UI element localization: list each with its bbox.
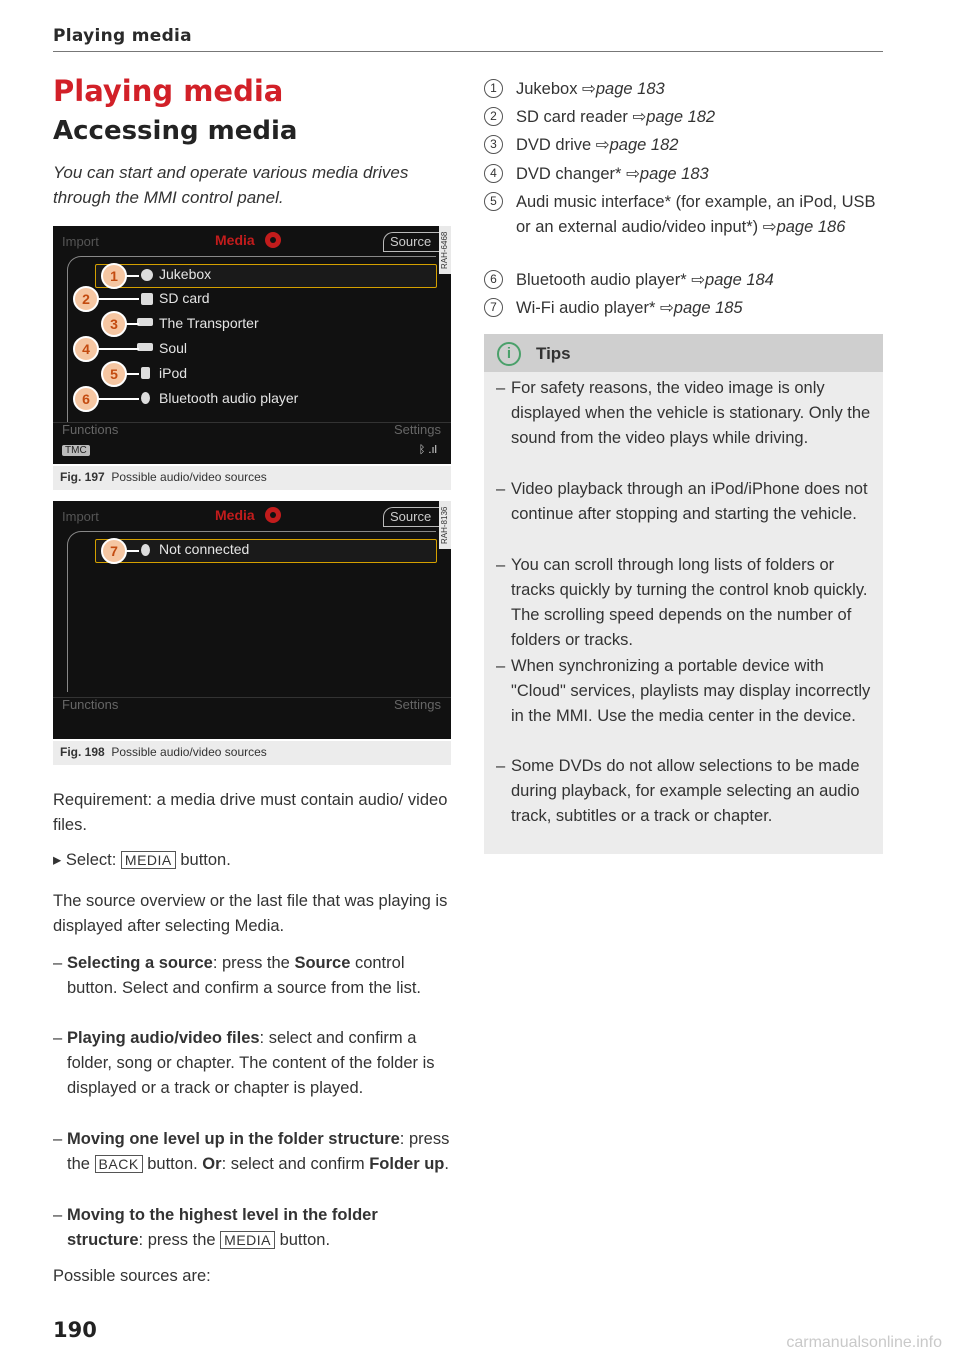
callout-4: 4	[73, 336, 99, 362]
figure-text: Possible audio/video sources	[111, 745, 267, 759]
import-label: Import	[62, 509, 99, 524]
callout-3: 3	[101, 311, 127, 337]
source-list-item: 6 Bluetooth audio player* ⇨page 184	[484, 268, 884, 296]
tip-item: – Some DVDs do not allow selections to be made during playback, for example selecting an audio track, subtitles or a track or chapter.	[496, 757, 860, 825]
requirement-text: Requirement: a media drive must contain audio/ video files.	[53, 791, 448, 834]
possible-sources-text: Possible sources are:	[53, 1267, 211, 1285]
media-key: MEDIA	[220, 1231, 275, 1249]
header-rule	[53, 51, 883, 52]
tip-item: – When synchronizing a portable device with "Cloud" services, playlists may display incorrectly in the MMI. Use the media center in the device.	[496, 657, 871, 725]
step-item: – Playing audio/video files: select and confirm a folder, song or chapter. The content of the folder is displayed or a track or chapter is played.	[53, 1029, 435, 1097]
select-prefix: ▸ Select:	[53, 851, 117, 869]
bluetooth-icon	[141, 392, 150, 404]
figure-label: Fig. 197	[60, 470, 105, 484]
network-icon	[137, 343, 153, 351]
wifi-icon	[141, 544, 150, 556]
section-heading: Accessing media	[53, 116, 298, 146]
network-icon	[137, 318, 153, 326]
source-item: Jukebox	[159, 266, 212, 282]
figure-code: RAH-8136	[439, 501, 451, 549]
tips-title: Tips	[536, 344, 571, 363]
tip-item: – You can scroll through long lists of folders or tracks quickly by turning the control knob quickly. The scrolling speed depends on the number of folders or tracks.	[496, 556, 868, 649]
info-icon: i	[497, 342, 521, 366]
callout-1: 1	[101, 263, 127, 289]
sd-card-icon	[141, 293, 153, 305]
source-item: iPod	[159, 365, 188, 381]
source-tab: Source	[383, 507, 446, 527]
mmi-screen-sources	[53, 226, 451, 464]
step-item: – Moving to the highest level in the folder structure: press the MEDIA button.	[53, 1206, 378, 1249]
tmc-badge: TMC	[62, 445, 90, 456]
functions-label: Functions	[62, 697, 119, 712]
source-list-item: 5 Audi music interface* (for example, an iPod, USB or an external audio/video input*) ⇨page 186	[484, 190, 884, 268]
tip-item: – For safety reasons, the video image is only displayed when the vehicle is stationary. Only the sound from the video plays while driving.	[496, 379, 871, 447]
figure-text: Possible audio/video sources	[111, 470, 267, 484]
jukebox-icon	[141, 269, 153, 281]
source-list-item: 2 SD card reader ⇨page 182	[484, 105, 884, 133]
callout-2: 2	[73, 286, 99, 312]
select-suffix: button.	[180, 851, 231, 869]
intro-text: You can start and operate various media drives through the MMI control panel.	[53, 163, 409, 207]
source-item: SD card	[159, 290, 210, 306]
figure-code: RAH-6468	[439, 226, 451, 274]
tips-header	[484, 334, 883, 372]
source-item: The Transporter	[159, 315, 259, 331]
tips-box	[484, 334, 883, 854]
media-label: Media	[215, 232, 255, 248]
callout-6: 6	[73, 386, 99, 412]
figure-caption	[53, 466, 451, 490]
ipod-icon	[141, 367, 150, 379]
signal-indicator: ᛒ .ıl	[418, 444, 437, 456]
functions-label: Functions	[62, 422, 119, 437]
select-instruction	[53, 848, 453, 873]
media-label: Media	[215, 507, 255, 523]
source-list-item: 3 DVD drive ⇨page 182	[484, 133, 884, 161]
page-number: 190	[53, 1318, 97, 1342]
mmi-screen-wifi	[53, 501, 451, 739]
figure-label: Fig. 198	[60, 745, 105, 759]
section-header: Playing media	[53, 26, 192, 46]
figure-caption	[53, 741, 451, 765]
source-list-item: 4 DVD changer* ⇨page 183	[484, 162, 884, 190]
step-item: – Moving one level up in the folder structure: press the BACK button. Or: select and confirm Folder up.	[53, 1130, 450, 1173]
callout-7: 7	[101, 538, 127, 564]
callout-5: 5	[101, 361, 127, 387]
step-item: – Selecting a source: press the Source control button. Select and confirm a source from the list.	[53, 954, 422, 997]
disc-icon	[265, 507, 281, 523]
source-list-item: 1 Jukebox ⇨page 183	[484, 77, 884, 105]
source-item: Soul	[159, 340, 188, 356]
source-tab: Source	[383, 232, 446, 252]
import-label: Import	[62, 234, 99, 249]
settings-label: Settings	[394, 697, 441, 712]
source-item: Not connected	[159, 541, 250, 557]
page-title: Playing media	[53, 74, 284, 108]
tip-item: – Video playback through an iPod/iPhone does not continue after stopping and starting the vehicle.	[496, 480, 868, 523]
watermark: carmanualsonline.info	[786, 1334, 942, 1351]
overview-text: The source overview or the last file that was playing is displayed after selecting Media.	[53, 892, 448, 935]
disc-icon	[265, 232, 281, 248]
media-key: MEDIA	[121, 851, 176, 869]
source-item: Bluetooth audio player	[159, 390, 299, 406]
back-key: BACK	[95, 1155, 143, 1173]
settings-label: Settings	[394, 422, 441, 437]
source-list-item: 7 Wi-Fi audio player* ⇨page 185	[484, 296, 884, 324]
